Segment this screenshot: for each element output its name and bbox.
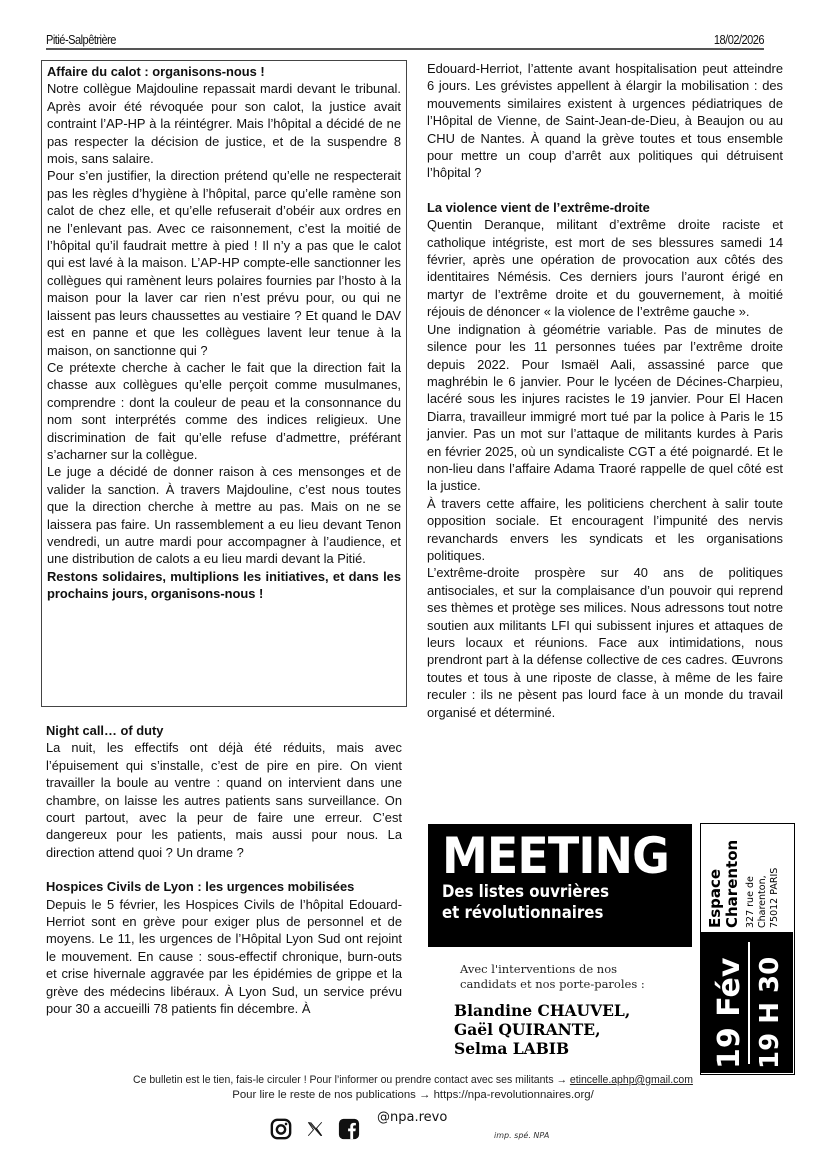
article-paragraph: Une indignation à géométrie variable. Pas de minutes de silence pour les 11 personnes tuées par l’extrême droite depuis 2022. Pour Ismaël Aali, assassiné parce que maghrébin le 6 janvier. Pour le lycéen de Décines-Charpieu, lacéré sous les injures racistes le 19 janvier. Pour El Hacen Diarra, travailleur immigré mort tué par la police à Paris le 15 janvier. Pas un mot sur l’attaque de militants kurdes à Paris en février 2025, où un syndicaliste CGT a été poignardé. Et le non-lieu dans l’affaire Adama Traoré rappelle de quel côté est la justice. [427,321,783,494]
facebook-icon[interactable] [338,1118,360,1140]
article-paragraph: L’extrême-droite prospère sur 40 ans de politiques antisociales, et sur la complaisance d’un pouvoir qui reprend ses thèmes et protège ses milices. Nous adressons tout notre soutien aux militants LFI qui subissent injures et attaques de leurs locaux et réunions. Face aux intimidations, nous prendront part à la défense collective de ces cadres. Œuvrons toutes et tous à une riposte de classe, à même de les faire reculer : ils ne pèsent pas lourd face à un monde du travail organisé et déterminé. [427,565,783,720]
speaker-name: Gaël QUIRANTE, [454,1020,601,1039]
page-header [46,30,764,50]
article-title: Affaire du calot : organisons-nous ! [47,64,265,79]
speakers-list [454,1001,694,1058]
date-label: 18/02/2026 [713,32,764,47]
poster-subtitle-2: et révolutionnaires [442,903,604,923]
location-label: Pitié-Salpêtrière [46,32,116,47]
article-paragraph: La nuit, les effectifs ont déjà été réduits, mais avec l’épuisement qui s’installe, c’est de pire en pire. On vient travailler la boule au ventre : quand on intervient dans une chambre, on laisse les autres patients sans surveillance. On court partout, avec la peur de faire une erreur. C’est dangereux pour les patients, mais aussi pour nous. La direction attend quoi ? Un drame ? [46,740,402,860]
article-title: Hospices Civils de Lyon : les urgences mobilisées [46,879,355,895]
article-paragraph: À travers cette affaire, les politiciens cherchent à salir toute opposition sociale. Et encouragent l’impunité des nervis revanchards envers les syndicats et les organisations politiques. [427,495,783,563]
meeting-date: 19 Fév [712,957,747,1069]
article-lyon-continued: Edouard-Herriot, l’attente avant hospitalisation peut atteindre 6 jours. Les grévistes appellent à élargir la mobilisation : des mouvements similaires existent à urgences pédiatriques de l’Hôpital de Vienne, de Saint-Jean-de-Dieu, à Beaujon ou au CHU de Nantes. À quand la grève toutes et tous ensemble pour mettre un coup d’arrêt aux politiques qui détruisent l’hôpital ? [427,61,783,181]
meeting-time: 19 H 30 [755,956,785,1069]
article-paragraph: Notre collègue Majdouline repassait mardi devant le tribunal. Après avoir été révoquée pour son calot, la justice avait contraint l’AP-HP à la réintégrer. Mais l’hôpital a décidé de ne pas respecter la décision de justice, et de la suspendre 8 mois, sans salaire. [47,81,401,167]
poster-subtitle-1: Des listes ouvrières [442,882,610,902]
footer [0,1073,826,1103]
email-link[interactable]: etincelle.aphp@gmail.com [569,1074,693,1086]
article-lyon [46,878,402,1017]
divider [748,942,750,1064]
article-paragraph: Quentin Deranque, militant d’extrême droite raciste et catholique intégriste, est mort de ses blessures samedi 14 février, après une opération de provocation aux côtés des identitaires Némésis. Ces derniers jours l’auront érigé en martyr de l’extrême droite et du gouvernement, à moitié réjouis de dénoncer « la violence de l’extrême gauche ». [427,217,783,320]
social-icons [270,1114,360,1144]
footer-publications-line[interactable]: Pour lire le reste de nos publications → https://npa-revolutionnaires.org/ [232,1089,594,1101]
venue-address: 327 rue de Charenton, 75012 PARIS [745,867,780,928]
x-icon[interactable] [306,1120,324,1138]
venue-name: Espace Charenton [706,839,741,928]
meeting-poster-details [700,823,795,1075]
article-night [46,722,402,861]
speakers-intro: Avec l'interventions de nos candidats et nos porte-paroles : [460,962,645,991]
poster-speakers [454,962,694,1058]
article-title: La violence vient de l’extrême-droite [427,199,650,215]
speaker-name: Blandine CHAUVEL, [454,1001,631,1020]
right-column [427,60,783,721]
article-calot [41,60,407,707]
article-closing: Restons solidaires, multiplions les initiatives, et dans les prochains jours, organisons-nous ! [47,568,401,602]
article-violence [427,199,783,721]
article-paragraph: Le juge a décidé de donner raison à ces mensonges et de valider la sanction. À travers Majdouline, c’est nous toutes que la direction cherche à mettre au pas. Mais on ne se laissera pas faire. Un rassemblement a eu lieu devant Tenon vendredi, un autre mardi pour accompagner à l’audience, et une distribution de calots a eu lieu mardi devant la Pitié. [47,464,401,567]
instagram-icon[interactable] [270,1118,292,1140]
article-paragraph: Pour s’en justifier, la direction prétend qu’elle ne respecterait pas les règles d’hygiène à l’hôpital, parce qu’elle ramène son calot de chez elle, et qu’elle refuserait d’obéir aux ordres en ne l’enlevant pas. Avec ce raisonnement, c’est la moitié de l’hôpital qu’il faudrait mettre à pied ! Il n’y a pas que le calot qui est lavé à la maison. L’AP-HP compte-elle sanctionner les collègues qui ramènent leurs polaires fournies par l’hosto à la maison pour la laver car rien n’est prévu pour, ou qui ne laissent pas leurs chaussettes au vestiaire ? Et quand le DAV est en panne et que les collègues lavent leur tenue à la maison, on sanctionne qui ? [47,168,401,358]
social-handle: @npa.revo [377,1110,448,1125]
article-paragraph: Ce prétexte cherche à cacher le fait que la direction fait la chasse aux collègues qu’elle perçoit comme musulmanes, comprendre : dont la couleur de peau et la consonnance du nom sont interprétés comme des indices religieux. Une discrimination de fait qu’elle refuse d’admettre, préférant s’acharner sur la collègue. [47,359,401,462]
footer-contact-line: Ce bulletin est le tien, fais-le circuler ! Pour l’informer ou prendre contact avec ses militants → etincelle.aphp@gmail.com [133,1074,693,1086]
left-column [46,722,402,1018]
article-title: Night call… of duty [46,723,164,738]
imprint-note: imp. spé. NPA [494,1131,550,1140]
article-paragraph: Depuis le 5 février, les Hospices Civils de l’hôpital Edouard-Herriot sont en grève pour exiger plus de personnel et de moyens. Le 11, les urgences de l’Hôpital Lyon Sud ont rejoint le mouvement. En cause : sous-effectif chronique, burn-outs et crise hivernale aggravée par les épidémies de grippe et la grève des médecins libéraux. À Lyon Sud, un service prévu pour 30 a accueilli 78 patients fin décembre. À [46,896,402,1017]
speaker-name: Selma LABIB [454,1039,570,1058]
poster-headline: MEETING [442,827,669,885]
meeting-poster-banner [428,824,692,947]
